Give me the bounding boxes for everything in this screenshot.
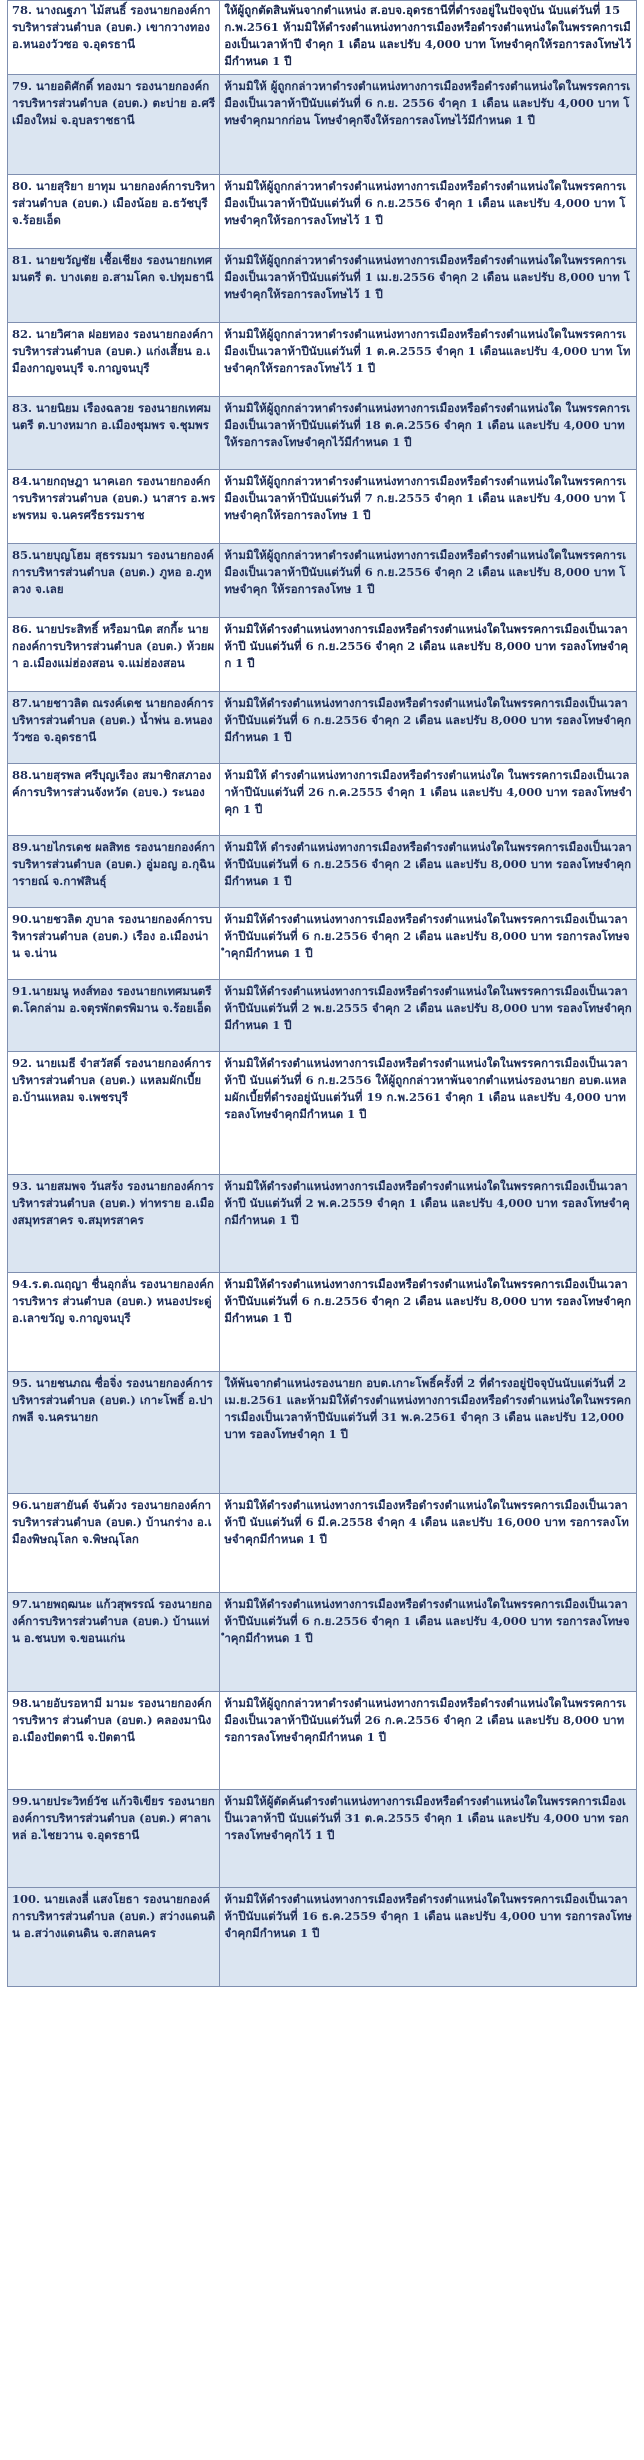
penalty-text-cell: ห้ามมิให้ผู้ถูกกล่าวหาดำรงตำแหน่งทางการเมืองหรือดำรงตำแหน่งใดในพรรคการเมืองเป็นเวลาห้าปีนับแต่วันที่ 6 ก.ย.2556 จำคุก 1 เดือน และปรับ 4,000 บาท โทษจำคุกให้รอการลงโทษไว้ 1 ปี — [220, 175, 637, 249]
penalty-text-cell: ให้พ้นจากตำแหน่งรองนายก อบต.เกาะโพธิ์ครั้งที่ 2 ที่ดำรงอยู่ปัจจุบันนับแต่วันที่ 2 เม.ย.2561 และห้ามมิให้ดำรงตำแหน่งทางการเมืองหรือดำรงตำแหน่งใดในพรรคการเมืองเป็นเวลาห้าปีนับแต่วันที่ 31 พ.ค.2561 จำคุก 3 เดือน และปรับ 12,000 บาท รอลงโทษจำคุก 1 ปี — [220, 1372, 637, 1494]
official-name-cell: 83. นายนิยม เรืองฉลวย รองนายกเทศมนตรี ต.บางหมาก อ.เมืองชุมพร จ.ชุมพร — [8, 397, 220, 470]
penalty-text-cell: ห้ามมิให้ผู้ถูกกล่าวหาดำรงตำแหน่งทางการเมืองหรือดำรงตำแหน่งใดในพรรคการเมืองเป็นเวลาห้าปีนับแต่วันที่ 1 เม.ย.2556 จำคุก 2 เดือน และปรับ 8,000 บาท โทษจำคุกให้รอการลงโทษไว้ 1 ปี — [220, 249, 637, 323]
penalty-text-cell: ห้ามมิให้ผู้ถูกกล่าวหาดำรงตำแหน่งทางการเมืองหรือดำรงตำแหน่งใดในพรรคการเมืองเป็นเวลาห้าปีนับแต่วันที่ 6 ก.ย.2556 จำคุก 2 เดือน และปรับ 8,000 บาท โทษจำคุก ให้รอการลงโทษ 1 ปี — [220, 544, 637, 618]
penalty-text-cell: ห้ามมิให้ผู้ถูกกล่าวหาดำรงตำแหน่งทางการเมืองหรือดำรงตำแหน่งใดในพรรคการเมืองเป็นเวลาห้าปีนับแต่วันที่ 1 ต.ค.2555 จำคุก 1 เดือนและปรับ 4,000 บาท โทษจำคุกให้รอการลงโทษไว้ 1 ปี — [220, 323, 637, 397]
penalty-text-cell: ห้ามมิให้ผู้ตัดค้นดำรงตำแหน่งทางการเมืองหรือดำรงตำแหน่งใดในพรรคการเมืองเป็นเวลาห้าปี นับแต่วันที่ 31 ต.ค.2555 จำคุก 1 เดือน และปรับ 4,000 บาท รอการลงโทษจำคุกไว้ 1 ปี — [220, 1790, 637, 1888]
table-row — [8, 544, 637, 618]
penalty-text-cell: ห้ามมิให้ดำรงตำแหน่งทางการเมืองหรือดำรงตำแหน่งใดในพรรคการเมืองเป็นเวลาห้าปีนับแต่วันที่ 16 ธ.ค.2559 จำคุก 1 เดือน และปรับ 4,000 บาท รอการลงโทษจำคุกมีกำหนด 1 ปี — [220, 1888, 637, 1987]
penalty-text-cell: ห้ามมิให้ดำรงตำแหน่งทางการเมืองหรือดำรงตำแหน่งใดในพรรคการเมืองเป็นเวลาห้าปี นับแต่วันที่ 6 มี.ค.2558 จำคุก 4 เดือน และปรับ 16,000 บาท รอการลงโทษจำคุกมีกำหนด 1 ปี — [220, 1494, 637, 1593]
table-row — [8, 764, 637, 836]
table-row — [8, 618, 637, 692]
penalty-text-cell: ห้ามมิให้ดำรงตำแหน่งทางการเมืองหรือดำรงตำแหน่งใดในพรรคการเมืองเป็นเวลาห้าปีนับแต่วันที่ 6 ก.ย.2556 จำคุก 1 เดือน และปรับ 4,000 บาท รอการลงโทษจำคุกมีกำหนด 1 ปี — [220, 1593, 637, 1692]
official-name-cell: 91.นายมนู หงส์ทอง รองนายกเทศมนตรี ต.โคกล่าม อ.จตุรพักตรพิมาน จ.ร้อยเอ็ด — [8, 980, 220, 1052]
official-name-cell: 99.นายประวิทย์วัช แก้วจิเขียร รองนายกองค์การบริหารส่วนตำบล (อบต.) ศาลาเหล่ อ.ไชยวาน จ.อุดรธานี — [8, 1790, 220, 1888]
penalty-text-cell: ห้ามมิให้ดำรงตำแหน่งทางการเมืองหรือดำรงตำแหน่งใดในพรรคการเมืองเป็นเวลาห้าปี นับแต่วันที่ 6 ก.ย.2556 จำคุก 2 เดือน และปรับ 8,000 บาท รอลงโทษจำคุก 1 ปี — [220, 618, 637, 692]
penalty-table-body — [8, 1, 637, 1987]
official-name-cell: 81. นายขวัญชัย เชื้อเชียง รองนายกเทศมนตรี ต. บางเตย อ.สามโคก จ.ปทุมธานี — [8, 249, 220, 323]
official-name-cell: 100. นายเลงลี่ แสงโยธา รองนายกองค์การบริหารส่วนตำบล (อบต.) สว่างแดนดิน อ.สว่างแดนดิน จ.สกลนคร — [8, 1888, 220, 1987]
penalty-table — [7, 0, 637, 1987]
table-row — [8, 980, 637, 1052]
official-name-cell: 86. นายประสิทธิ์ หรือมานิต สกกี้ะ นายกองค์การบริหารส่วนตำบล (อบต.) ห้วยผา อ.เมืองแม่ฮ่องสอน จ.แม่ฮ่องสอน — [8, 618, 220, 692]
table-row — [8, 1494, 637, 1593]
table-row — [8, 1593, 637, 1692]
table-row — [8, 175, 637, 249]
penalty-text-cell: ห้ามมิให้ ดำรงตำแหน่งทางการเมืองหรือดำรงตำแหน่งใดในพรรคการเมืองเป็นเวลาห้าปีนับแต่วันที่ 6 ก.ย.2556 จำคุก 2 เดือน และปรับ 8,000 บาท รอลงโทษจำคุกมีกำหนด 1 ปี — [220, 836, 637, 908]
official-name-cell: 85.นายบุญโฮม สุธรรมมา รองนายกองค์การบริหารส่วนตำบล (อบต.) ภูหอ อ.ภูหลวง จ.เลย — [8, 544, 220, 618]
table-row — [8, 1790, 637, 1888]
table-row — [8, 1273, 637, 1372]
penalty-text-cell: ห้ามมิให้ดำรงตำแหน่งทางการเมืองหรือดำรงตำแหน่งใดในพรรคการเมืองเป็นเวลาห้าปี นับแต่วันที่ 2 พ.ค.2559 จำคุก 1 เดือน และปรับ 4,000 บาท รอลงโทษจำคุกมีกำหนด 1 ปี — [220, 1175, 637, 1273]
table-row — [8, 1692, 637, 1790]
table-row — [8, 836, 637, 908]
official-name-cell: 79. นายอดิศักดิ์ ทองมา รองนายกองค์การบริหารส่วนตำบล (อบต.) ตะบ่าย อ.ศรีเมืองใหม่ จ.อุบลราชธานี — [8, 75, 220, 175]
table-row — [8, 470, 637, 544]
table-row — [8, 1052, 637, 1175]
penalty-text-cell: ห้ามมิให้ดำรงตำแหน่งทางการเมืองหรือดำรงตำแหน่งใดในพรรคการเมืองเป็นเวลาห้าปีนับแต่วันที่ 6 ก.ย.2556 จำคุก 2 เดือน และปรับ 8,000 บาท รอการลงโทษจำคุกมีกำหนด 1 ปี — [220, 908, 637, 980]
table-row — [8, 1175, 637, 1273]
official-name-cell: 97.นายพฤฒนะ แก้วสุพรรณ์ รองนายกองค์การบริหารส่วนตำบล (อบต.) บ้านแท่น อ.ชนบท จ.ขอนแก่น — [8, 1593, 220, 1692]
table-row — [8, 249, 637, 323]
official-name-cell: 93. นายสมพจ วันสร้ง รองนายกองค์การบริหารส่วนตำบล (อบต.) ท่าทราย อ.เมืองสมุทรสาคร จ.สมุทรสาคร — [8, 1175, 220, 1273]
penalty-text-cell: ห้ามมิให้ผู้ถูกกล่าวหาดำรงตำแหน่งทางการเมืองหรือดำรงตำแหน่งใดในพรรคการเมืองเป็นเวลาห้าปีนับแต่วันที่ 7 ก.ย.2555 จำคุก 1 เดือน และปรับ 4,000 บาท โทษจำคุกให้รอการลงโทษ 1 ปี — [220, 470, 637, 544]
official-name-cell: 80. นายสุริยา ยาทุม นายกองค์การบริหารส่วนตำบล (อบต.) เมืองน้อย อ.ธวัชบุรี จ.ร้อยเอ็ด — [8, 175, 220, 249]
official-name-cell: 88.นายสุรพล ศรีบุญเรือง สมาชิกสภาองค์การบริหารส่วนจังหวัด (อบจ.) ระนอง — [8, 764, 220, 836]
official-name-cell: 89.นายไกรเดช ผลสิทธ รองนายกองค์การบริหารส่วนตำบล (อบต.) อู่มอญ อ.กุฉินารายณ์ จ.กาฬสินธุ์ — [8, 836, 220, 908]
official-name-cell: 82. นายวิศาล ฝอยทอง รองนายกองค์การบริหารส่วนตำบล (อบต.) แก่งเสี้ยน อ.เมืองกาญจนบุรี จ.กาญจนบุรี — [8, 323, 220, 397]
official-name-cell: 78. นางณฐภา ไม้สนธิ์ รองนายกองค์การบริหารส่วนตำบล (อบต.) เขากวางทอง อ.หนองวัวซอ จ.อุดรธานี — [8, 1, 220, 75]
official-name-cell: 96.นายสายันต์ จันต้วง รองนายกองค์การบริหารส่วนตำบล (อบต.) บ้านกร่าง อ.เมืองพิษณุโลก จ.พิษณุโลก — [8, 1494, 220, 1593]
penalty-text-cell: ห้ามมิให้ ผู้ถูกกล่าวหาดำรงตำแหน่งทางการเมืองหรือดำรงตำแหน่งใดในพรรคการเมืองเป็นเวลาห้าปีนับแต่วันที่ 6 ก.ย. 2556 จำคุก 1 เดือน และปรับ 4,000 บาท โทษจำคุกมากก่อน โทษจำคุกจึงให้รอการลงโทษไว้มีกำหนด 1 ปี — [220, 75, 637, 175]
penalty-text-cell: ห้ามมิให้ดำรงตำแหน่งทางการเมืองหรือดำรงตำแหน่งใดในพรรคการเมืองเป็นเวลาห้าปีนับแต่วันที่ 6 ก.ย.2556 จำคุก 2 เดือน และปรับ 8,000 บาท รอลงโทษจำคุกมีกำหนด 1 ปี — [220, 1273, 637, 1372]
official-name-cell: 94.ร.ต.ณฤญา ชื่นอุกลั่น รองนายกองค์การบริหาร ส่วนตำบล (อบต.) หนองประดู่ อ.เลาขวัญ จ.กาญจนบุรี — [8, 1273, 220, 1372]
official-name-cell: 92. นายเมธี จำสวัสดิ์ รองนายกองค์การบริหารส่วนตำบล (อบต.) แหลมผักเบี้ย อ.บ้านแหลม จ.เพชรบุรี — [8, 1052, 220, 1175]
penalty-text-cell: ห้ามมิให้ผู้ถูกกล่าวหาดำรงตำแหน่งทางการเมืองหรือดำรงตำแหน่งใดในพรรคการเมืองเป็นเวลาห้าปีนับแต่วันที่ 26 ก.ค.2556 จำคุก 2 เดือน และปรับ 8,000 บาท รอการลงโทษจำคุกมีกำหนด 1 ปี — [220, 1692, 637, 1790]
table-row — [8, 692, 637, 764]
table-row — [8, 397, 637, 470]
official-name-cell: 84.นายกฤษฎา นาคเอก รองนายกองค์การบริหารส่วนตำบล (อบต.) นาสาร อ.พระพรหม จ.นครศรีธรรมราช — [8, 470, 220, 544]
table-row — [8, 75, 637, 175]
penalty-text-cell: ให้ผู้ถูกตัดสินพ้นจากตำแหน่ง ส.อบจ.อุดรธานีที่ดำรงอยู่ในปัจจุบัน นับแต่วันที่ 15 ก.พ.2561 ห้ามมิให้ดำรงตำแหน่งทางการเมืองหรือดำรงตำแหน่งใดในพรรคการเมืองเป็นเวลาห้าปี จำคุก 1 เดือน และปรับ 4,000 บาท โทษจำคุกให้รอการลงโทษไว้มีกำหนด 1 ปี — [220, 1, 637, 75]
penalty-text-cell: ห้ามมิให้ผู้ถูกกล่าวหาดำรงตำแหน่งทางการเมืองหรือดำรงตำแหน่งใด ในพรรคการเมืองเป็นเวลาห้าปีนับแต่วันที่ 18 ต.ค.2556 จำคุก 1 เดือน และปรับ 4,000 บาท ให้รอการลงโทษจำคุกไว้มีกำหนด 1 ปี — [220, 397, 637, 470]
penalty-text-cell: ห้ามมิให้ดำรงตำแหน่งทางการเมืองหรือดำรงตำแหน่งใดในพรรคการเมืองเป็นเวลาห้าปีนับแต่วันที่ 2 พ.ย.2555 จำคุก 2 เดือน และปรับ 8,000 บาท รอลงโทษจำคุกมีกำหนด 1 ปี — [220, 980, 637, 1052]
official-name-cell: 90.นายชวลิต ภูบาล รองนายกองค์การบริหารส่วนตำบล (อบต.) เรือง อ.เมืองน่าน จ.น่าน — [8, 908, 220, 980]
table-row — [8, 1888, 637, 1987]
table-row — [8, 323, 637, 397]
penalty-text-cell: ห้ามมิให้ดำรงตำแหน่งทางการเมืองหรือดำรงตำแหน่งใดในพรรคการเมืองเป็นเวลาห้าปีนับแต่วันที่ 6 ก.ย.2556 จำคุก 2 เดือน และปรับ 8,000 บาท รอลงโทษจำคุกมีกำหนด 1 ปี — [220, 692, 637, 764]
table-row — [8, 1372, 637, 1494]
table-row — [8, 1, 637, 75]
official-name-cell: 98.นายอับรอหามี มามะ รองนายกองค์การบริหาร ส่วนตำบล (อบต.) คลองมานิง อ.เมืองปัตตานี จ.ปัตตานี — [8, 1692, 220, 1790]
official-name-cell: 95. นายชนภณ ซื่อจิ่ง รองนายกองค์การบริหารส่วนตำบล (อบต.) เกาะโพธิ์ อ.ปากพลี จ.นครนายก — [8, 1372, 220, 1494]
official-name-cell: 87.นายชาวลิต ณรงค์เดช นายกองค์การบริหารส่วนตำบล (อบต.) น้ำพ่น อ.หนองวัวซอ จ.อุดรธานี — [8, 692, 220, 764]
table-row — [8, 908, 637, 980]
penalty-text-cell: ห้ามมิให้ดำรงตำแหน่งทางการเมืองหรือดำรงตำแหน่งใดในพรรคการเมืองเป็นเวลาห้าปี นับแต่วันที่ 6 ก.ย.2556 ให้ผู้ถูกกล่าวหาพ้นจากตำแหน่งรองนายก อบต.แหลมผักเบี้ยที่ดำรงอยู่นับแต่วันที่ 19 ก.พ.2561 จำคุก 1 เดือน และปรับ 4,000 บาท รอลงโทษจำคุกมีกำหนด 1 ปี — [220, 1052, 637, 1175]
penalty-text-cell: ห้ามมิให้ ดำรงตำแหน่งทางการเมืองหรือดำรงตำแหน่งใด ในพรรคการเมืองเป็นเวลาห้าปีนับแต่วันที่ 26 ก.ค.2555 จำคุก 1 เดือน และปรับ 4,000 บาท รอลงโทษจำคุก 1 ปี — [220, 764, 637, 836]
